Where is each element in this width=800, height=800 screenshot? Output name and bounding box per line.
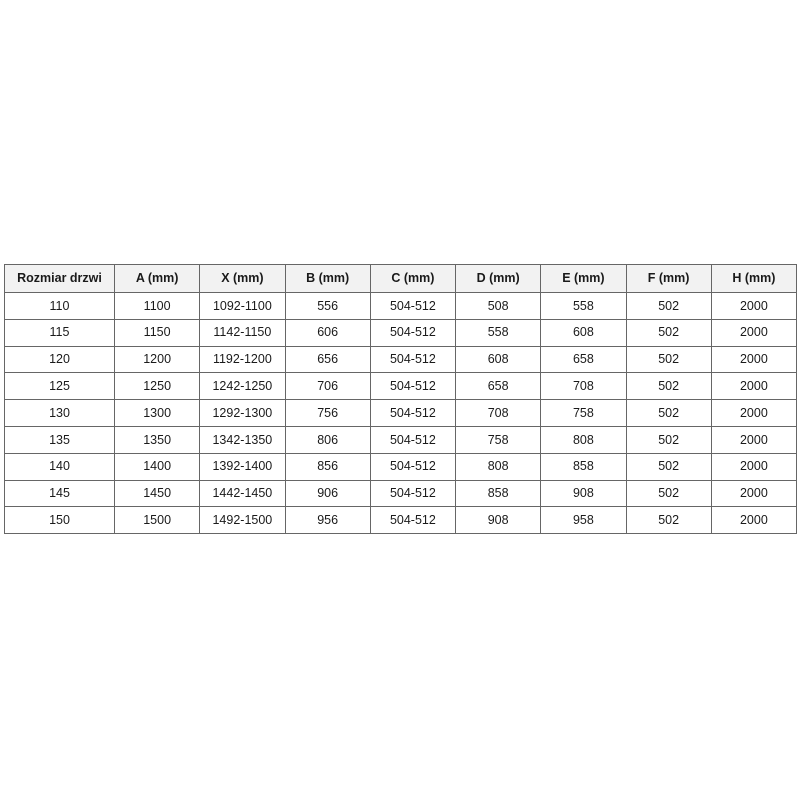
table-cell: 125 <box>5 373 115 400</box>
header-cell: A (mm) <box>115 265 200 293</box>
table-cell: 504-512 <box>370 507 455 534</box>
table-cell: 806 <box>285 426 370 453</box>
table-cell: 504-512 <box>370 453 455 480</box>
table-cell: 1500 <box>115 507 200 534</box>
table-cell: 1200 <box>115 346 200 373</box>
table-cell: 658 <box>541 346 626 373</box>
table-cell: 808 <box>541 426 626 453</box>
table-cell: 956 <box>285 507 370 534</box>
table-cell: 2000 <box>711 426 796 453</box>
table-row <box>5 319 797 346</box>
header-cell: F (mm) <box>626 265 711 293</box>
table-cell: 502 <box>626 426 711 453</box>
table-cell: 558 <box>456 319 541 346</box>
table-cell: 120 <box>5 346 115 373</box>
table-cell: 2000 <box>711 346 796 373</box>
header-cell: C (mm) <box>370 265 455 293</box>
table-body <box>5 293 797 534</box>
table-cell: 908 <box>456 507 541 534</box>
table-cell: 504-512 <box>370 373 455 400</box>
table-cell: 1242-1250 <box>200 373 285 400</box>
table-row <box>5 507 797 534</box>
table-cell: 135 <box>5 426 115 453</box>
table-cell: 140 <box>5 453 115 480</box>
table-cell: 2000 <box>711 400 796 427</box>
table-cell: 808 <box>456 453 541 480</box>
header-cell: B (mm) <box>285 265 370 293</box>
table-cell: 558 <box>541 293 626 320</box>
table-cell: 110 <box>5 293 115 320</box>
table-cell: 1492-1500 <box>200 507 285 534</box>
table-cell: 1142-1150 <box>200 319 285 346</box>
table-cell: 1292-1300 <box>200 400 285 427</box>
table-cell: 2000 <box>711 507 796 534</box>
table-cell: 145 <box>5 480 115 507</box>
header-row <box>5 265 797 293</box>
table-cell: 608 <box>456 346 541 373</box>
table-cell: 1100 <box>115 293 200 320</box>
table-cell: 150 <box>5 507 115 534</box>
table-row <box>5 293 797 320</box>
table-cell: 1442-1450 <box>200 480 285 507</box>
table-cell: 502 <box>626 453 711 480</box>
table-cell: 130 <box>5 400 115 427</box>
table-cell: 706 <box>285 373 370 400</box>
table-cell: 502 <box>626 507 711 534</box>
table-cell: 858 <box>456 480 541 507</box>
table-cell: 115 <box>5 319 115 346</box>
table-cell: 2000 <box>711 293 796 320</box>
table-cell: 1400 <box>115 453 200 480</box>
table-cell: 2000 <box>711 453 796 480</box>
table-cell: 502 <box>626 346 711 373</box>
table-cell: 502 <box>626 373 711 400</box>
table-cell: 2000 <box>711 480 796 507</box>
table-cell: 906 <box>285 480 370 507</box>
table-cell: 1092-1100 <box>200 293 285 320</box>
table-cell: 556 <box>285 293 370 320</box>
table-cell: 758 <box>541 400 626 427</box>
header-cell: H (mm) <box>711 265 796 293</box>
table-cell: 502 <box>626 400 711 427</box>
table-cell: 2000 <box>711 319 796 346</box>
header-cell: D (mm) <box>456 265 541 293</box>
table-cell: 1250 <box>115 373 200 400</box>
table-cell: 658 <box>456 373 541 400</box>
header-cell: X (mm) <box>200 265 285 293</box>
table-cell: 502 <box>626 293 711 320</box>
table-cell: 708 <box>541 373 626 400</box>
table-cell: 504-512 <box>370 426 455 453</box>
table-cell: 908 <box>541 480 626 507</box>
table-cell: 858 <box>541 453 626 480</box>
header-cell: Rozmiar drzwi <box>5 265 115 293</box>
table-cell: 958 <box>541 507 626 534</box>
table-cell: 504-512 <box>370 480 455 507</box>
table-row <box>5 453 797 480</box>
table-cell: 1192-1200 <box>200 346 285 373</box>
table-cell: 758 <box>456 426 541 453</box>
table-row <box>5 373 797 400</box>
table-cell: 1300 <box>115 400 200 427</box>
table-cell: 1342-1350 <box>200 426 285 453</box>
table-cell: 608 <box>541 319 626 346</box>
table-cell: 508 <box>456 293 541 320</box>
table-cell: 504-512 <box>370 293 455 320</box>
table-cell: 606 <box>285 319 370 346</box>
table-cell: 1450 <box>115 480 200 507</box>
table-cell: 504-512 <box>370 400 455 427</box>
table-cell: 756 <box>285 400 370 427</box>
table-cell: 1350 <box>115 426 200 453</box>
size-table-container <box>4 264 797 534</box>
table-row <box>5 480 797 507</box>
table-cell: 502 <box>626 480 711 507</box>
header-cell: E (mm) <box>541 265 626 293</box>
table-cell: 656 <box>285 346 370 373</box>
table-cell: 1150 <box>115 319 200 346</box>
table-header <box>5 265 797 293</box>
table-cell: 502 <box>626 319 711 346</box>
table-cell: 708 <box>456 400 541 427</box>
table-cell: 504-512 <box>370 346 455 373</box>
table-cell: 856 <box>285 453 370 480</box>
table-cell: 2000 <box>711 373 796 400</box>
table-cell: 1392-1400 <box>200 453 285 480</box>
table-row <box>5 346 797 373</box>
table-cell: 504-512 <box>370 319 455 346</box>
table-row <box>5 426 797 453</box>
table-row <box>5 400 797 427</box>
door-size-table <box>4 264 797 534</box>
